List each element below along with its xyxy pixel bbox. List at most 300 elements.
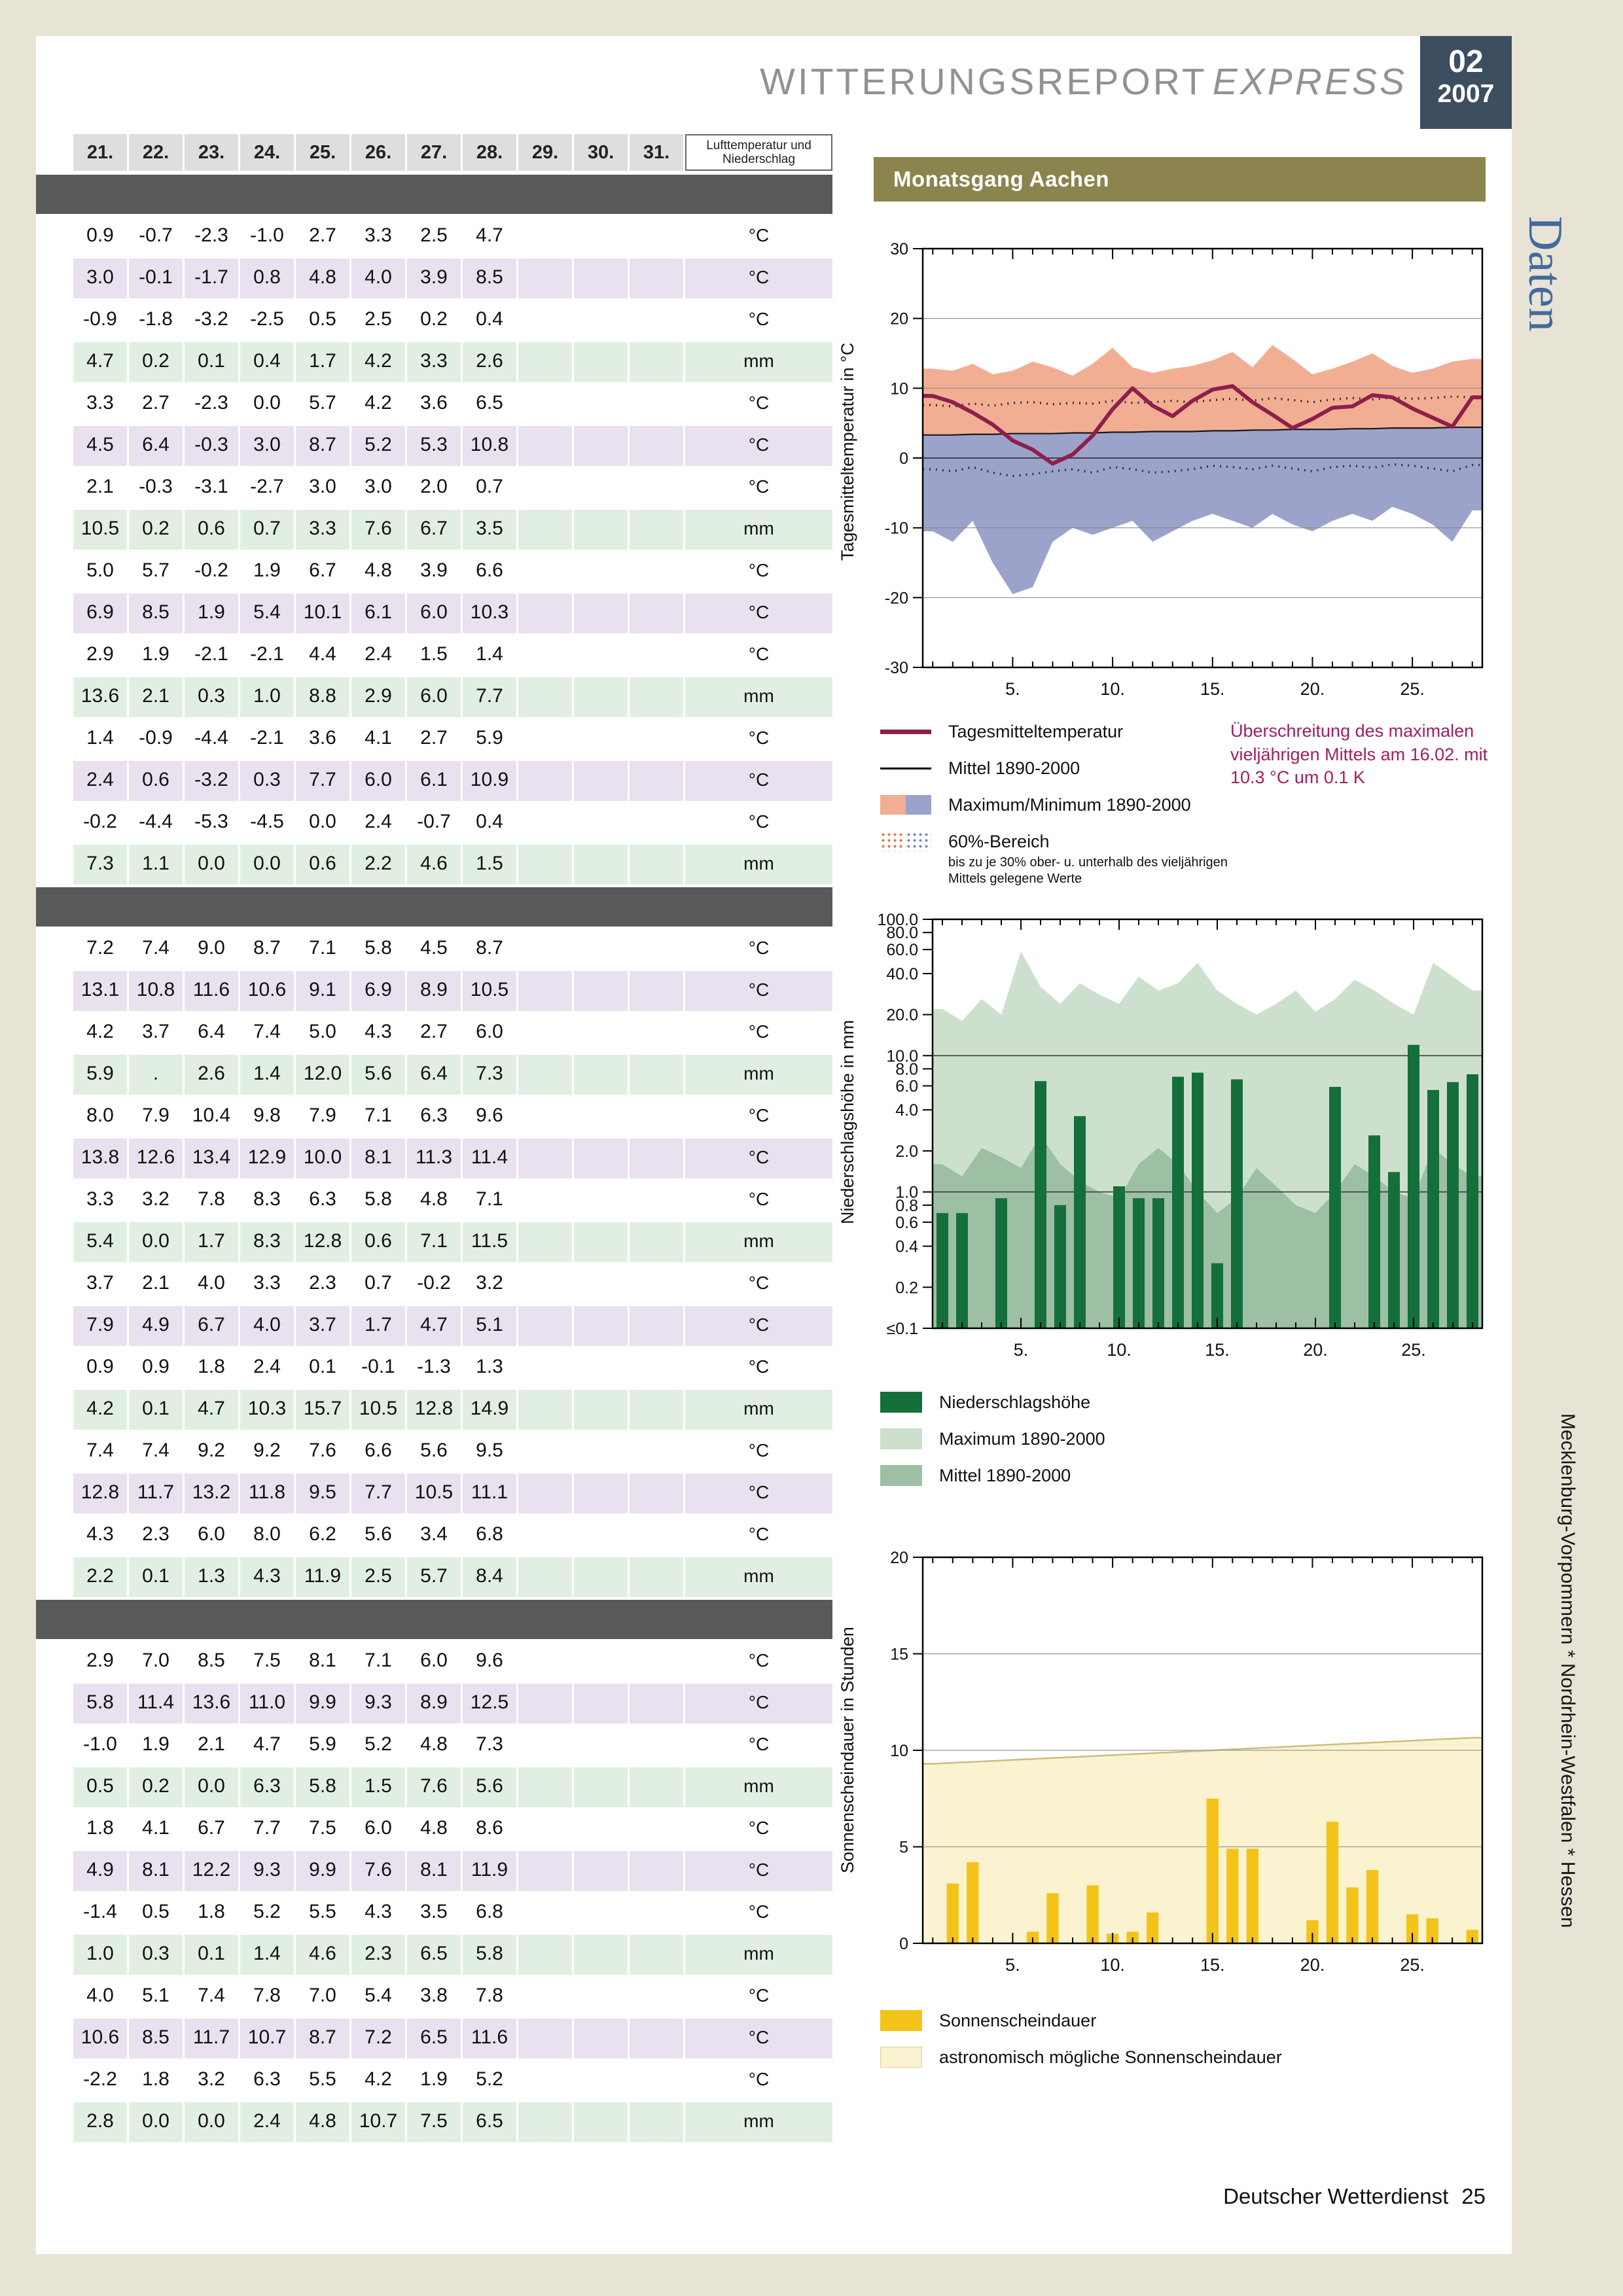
table-cell: 13.8: [73, 1139, 129, 1178]
table-cell: -2.1: [185, 635, 240, 675]
table-cell: 4.2: [73, 1390, 129, 1430]
table-cell: 2.4: [351, 635, 407, 675]
day-column-header: 22.: [129, 134, 185, 171]
table-cell: 2.9: [73, 635, 129, 675]
table-cell: 4.8: [351, 552, 407, 592]
table-row: [36, 2060, 832, 2100]
svg-text:0.8: 0.8: [895, 1196, 918, 1215]
table-cell: 2.9: [73, 1642, 129, 1682]
table-cell: 0.2: [407, 300, 463, 340]
table-cell: [630, 719, 685, 759]
table-cell: [518, 1264, 574, 1304]
table-cell: 11.8: [240, 1474, 296, 1513]
table-cell: [630, 1809, 685, 1849]
svg-text:20: 20: [890, 1549, 908, 1567]
table-row: [36, 552, 832, 592]
table-cell: 1.8: [73, 1809, 129, 1849]
table-cell: 10.5: [463, 971, 518, 1011]
unit-cell: °C: [685, 384, 832, 424]
table-cell: 2.8: [73, 2102, 129, 2142]
table-cell: 8.7: [296, 2019, 351, 2058]
table-cell: 0.4: [240, 342, 296, 382]
table-cell: 7.8: [240, 1977, 296, 2017]
table-cell: 2.2: [73, 1557, 129, 1597]
table-cell: 9.2: [240, 1432, 296, 1472]
table-row: [36, 1977, 832, 2017]
table-cell: -0.2: [73, 803, 129, 843]
svg-text:15.: 15.: [1200, 1955, 1225, 1975]
table-cell: 8.9: [407, 971, 463, 1011]
table-cell: 3.3: [407, 342, 463, 382]
table-cell: 4.8: [407, 1180, 463, 1220]
legend-item: [880, 750, 1227, 786]
precip-mean-swatch: [880, 1465, 922, 1486]
table-cell: 7.5: [407, 2102, 463, 2142]
table-cell: 7.5: [296, 1809, 351, 1849]
table-cell: 2.4: [240, 2102, 296, 2142]
table-cell: 8.9: [407, 1684, 463, 1723]
table-cell: 7.8: [185, 1180, 240, 1220]
table-cell: 8.7: [463, 929, 518, 969]
svg-text:5: 5: [899, 1838, 908, 1857]
table-cell: 7.1: [351, 1642, 407, 1682]
table-cell: 3.3: [240, 1264, 296, 1304]
svg-text:10.: 10.: [1107, 1340, 1132, 1360]
unit-cell: °C: [685, 1097, 832, 1137]
table-row: [36, 1013, 832, 1053]
table-cell: 4.8: [296, 2102, 351, 2142]
table-cell: 5.6: [351, 1055, 407, 1095]
table-cell: 7.6: [296, 1432, 351, 1472]
precipitation-legend: [880, 1384, 1299, 1494]
table-cell: 9.2: [185, 1432, 240, 1472]
table-cell: 5.7: [129, 552, 185, 592]
unit-cell: °C: [685, 2019, 832, 2058]
precip-bar-swatch: [880, 1392, 922, 1413]
table-cell: -3.2: [185, 300, 240, 340]
table-cell: [518, 1348, 574, 1388]
table-cell: 2.4: [240, 1348, 296, 1388]
table-cell: [518, 258, 574, 298]
temperature-chart: [870, 232, 1492, 703]
table-cell: 3.0: [73, 258, 129, 298]
unit-cell: °C: [685, 468, 832, 508]
table-cell: 1.8: [129, 2060, 185, 2100]
table-cell: 4.2: [351, 2060, 407, 2100]
table-cell: 5.8: [351, 929, 407, 969]
table-cell: [574, 2102, 630, 2142]
table-cell: 8.8: [296, 677, 351, 717]
table-cell: 0.1: [185, 342, 240, 382]
table-cell: 0.0: [185, 2102, 240, 2142]
publisher-name: Deutscher Wetterdienst: [1223, 2184, 1449, 2208]
table-cell: 0.7: [463, 468, 518, 508]
table-cell: 9.1: [296, 971, 351, 1011]
table-cell: 7.6: [407, 1767, 463, 1807]
title-express: EXPRESS: [1212, 61, 1407, 103]
table-row: [36, 342, 832, 382]
table-cell: 7.1: [351, 1097, 407, 1137]
table-cell: 11.4: [463, 1139, 518, 1178]
table-cell: [630, 1013, 685, 1053]
table-cell: 0.2: [129, 1767, 185, 1807]
table-cell: [574, 971, 630, 1011]
table-cell: 1.7: [351, 1306, 407, 1346]
temperature-legend: [880, 713, 1227, 887]
unit-cell: °C: [685, 1013, 832, 1053]
table-cell: [630, 552, 685, 592]
table-cell: [36, 1390, 73, 1430]
table-cell: 5.7: [296, 384, 351, 424]
table-cell: 1.9: [129, 1725, 185, 1765]
table-cell: -0.2: [407, 1264, 463, 1304]
unit-cell: °C: [685, 1851, 832, 1891]
table-cell: -2.5: [240, 300, 296, 340]
legend-label: Maximum/Minimum 1890-2000: [948, 794, 1191, 815]
station-section-bar: [36, 1600, 832, 1639]
table-cell: 2.4: [73, 761, 129, 801]
table-cell: [630, 929, 685, 969]
table-cell: [574, 1977, 630, 2017]
table-cell: 0.1: [129, 1557, 185, 1597]
table-cell: 10.3: [240, 1390, 296, 1430]
table-cell: 6.7: [185, 1809, 240, 1849]
table-cell: 9.9: [296, 1851, 351, 1891]
table-cell: 0.0: [185, 845, 240, 885]
table-row: [36, 1390, 832, 1430]
table-cell: 7.0: [296, 1977, 351, 2017]
table-cell: 3.7: [73, 1264, 129, 1304]
table-cell: -0.7: [129, 217, 185, 256]
table-cell: 6.3: [240, 2060, 296, 2100]
table-cell: 8.1: [296, 1642, 351, 1682]
table-cell: 9.5: [463, 1432, 518, 1472]
table-cell: 5.4: [73, 1222, 129, 1262]
table-cell: [518, 929, 574, 969]
table-cell: [36, 1432, 73, 1472]
table-cell: [574, 468, 630, 508]
table-cell: 1.9: [407, 2060, 463, 2100]
table-row: [36, 1515, 832, 1555]
svg-text:20.: 20.: [1303, 1340, 1328, 1360]
table-cell: 11.6: [185, 971, 240, 1011]
table-cell: -3.1: [185, 468, 240, 508]
table-cell: [518, 1935, 574, 1975]
legend-item: [880, 786, 1227, 823]
table-cell: 4.7: [407, 1306, 463, 1346]
svg-text:15.: 15.: [1205, 1340, 1230, 1360]
unit-cell: mm: [685, 1222, 832, 1262]
table-row: [36, 845, 832, 885]
table-row: [36, 677, 832, 717]
table-cell: 12.0: [296, 1055, 351, 1095]
table-cell: 12.2: [185, 1851, 240, 1891]
table-cell: 3.0: [240, 426, 296, 466]
astro-sunshine-swatch: [880, 2047, 922, 2068]
day-column-header: 23.: [185, 134, 240, 171]
unit-cell: °C: [685, 761, 832, 801]
table-cell: 5.4: [240, 593, 296, 633]
table-cell: [518, 1809, 574, 1849]
table-cell: 1.3: [463, 1348, 518, 1388]
table-cell: 7.3: [463, 1055, 518, 1095]
table-cell: [518, 510, 574, 550]
table-cell: 3.3: [351, 217, 407, 256]
table-cell: 7.2: [351, 2019, 407, 2058]
table-cell: 4.8: [407, 1809, 463, 1849]
table-cell: [630, 677, 685, 717]
table-cell: 8.4: [463, 1557, 518, 1597]
table-cell: [630, 342, 685, 382]
table-cell: 6.7: [407, 510, 463, 550]
table-cell: [36, 1725, 73, 1765]
table-cell: 8.3: [240, 1180, 296, 1220]
table-cell: -2.3: [185, 217, 240, 256]
side-tab-daten: Daten: [1518, 216, 1572, 332]
table-cell: [574, 1055, 630, 1095]
table-cell: 5.5: [296, 1893, 351, 1933]
table-cell: [630, 971, 685, 1011]
unit-cell: °C: [685, 635, 832, 675]
table-cell: 5.9: [463, 719, 518, 759]
table-cell: 5.8: [351, 1180, 407, 1220]
unit-cell: mm: [685, 342, 832, 382]
table-cell: 7.6: [351, 510, 407, 550]
table-cell: 7.6: [351, 1851, 407, 1891]
table-cell: [518, 845, 574, 885]
unit-cell: °C: [685, 1809, 832, 1849]
table-cell: 3.6: [407, 384, 463, 424]
table-cell: [574, 510, 630, 550]
day-column-header: 26.: [351, 134, 407, 171]
precipitation-chart: [870, 906, 1492, 1364]
table-cell: 4.3: [240, 1557, 296, 1597]
table-cell: 2.3: [351, 1935, 407, 1975]
sunshine-bar-swatch: [880, 2010, 922, 2031]
table-cell: 1.9: [240, 552, 296, 592]
table-cell: [36, 1557, 73, 1597]
table-cell: 0.0: [240, 845, 296, 885]
table-cell: 0.7: [351, 1264, 407, 1304]
day-column-header: 25.: [296, 134, 351, 171]
unit-cell: °C: [685, 1264, 832, 1304]
svg-text:5.: 5.: [1013, 1340, 1029, 1360]
table-cell: -0.1: [351, 1348, 407, 1388]
table-cell: 6.4: [129, 426, 185, 466]
table-cell: 6.0: [407, 1642, 463, 1682]
table-cell: -1.7: [185, 258, 240, 298]
table-cell: 7.1: [296, 929, 351, 969]
table-cell: [36, 1851, 73, 1891]
table-cell: 4.6: [407, 845, 463, 885]
table-cell: 0.2: [129, 342, 185, 382]
table-cell: [518, 1725, 574, 1765]
unit-cell: °C: [685, 1977, 832, 2017]
table-cell: 13.2: [185, 1474, 240, 1513]
table-cell: 9.6: [463, 1642, 518, 1682]
svg-text:0: 0: [899, 450, 908, 468]
svg-text:80.0: 80.0: [886, 924, 918, 943]
svg-text:25.: 25.: [1401, 1340, 1426, 1360]
report-title: [589, 60, 1407, 103]
table-cell: [630, 1222, 685, 1262]
table-cell: [518, 1851, 574, 1891]
table-cell: [630, 300, 685, 340]
maxmin-band-swatch: [880, 795, 931, 815]
day-column-header: 27.: [407, 134, 463, 171]
table-cell: 7.8: [463, 1977, 518, 2017]
table-cell: [574, 342, 630, 382]
table-cell: [574, 1557, 630, 1597]
table-cell: [630, 2019, 685, 2058]
table-cell: [630, 1767, 685, 1807]
table-row: [36, 1097, 832, 1137]
unit-cell: °C: [685, 426, 832, 466]
table-cell: 1.1: [129, 845, 185, 885]
unit-cell: mm: [685, 1935, 832, 1975]
day-column-header: 30.: [574, 134, 630, 171]
table-cell: 5.1: [463, 1306, 518, 1346]
svg-text:8.0: 8.0: [895, 1060, 918, 1079]
table-cell: [518, 719, 574, 759]
unit-cell: °C: [685, 719, 832, 759]
table-cell: [518, 1432, 574, 1472]
svg-text:10: 10: [890, 380, 908, 398]
table-cell: 13.1: [73, 971, 129, 1011]
table-cell: 3.3: [296, 510, 351, 550]
table-cell: 0.5: [73, 1767, 129, 1807]
table-cell: 11.0: [240, 1684, 296, 1723]
table-cell: 1.9: [185, 593, 240, 633]
exceedance-note: Überschreitung des maximalen vieljährigen Mittels am 16.02. mit 10.3 °C um 0.1 K: [1230, 721, 1488, 788]
table-cell: [574, 426, 630, 466]
table-cell: 12.9: [240, 1139, 296, 1178]
table-cell: 6.0: [351, 761, 407, 801]
table-cell: [36, 1809, 73, 1849]
table-cell: [36, 1139, 73, 1178]
table-cell: [574, 635, 630, 675]
legend-label: 60%-Bereich: [948, 831, 1050, 851]
table-cell: 9.3: [240, 1851, 296, 1891]
table-cell: 6.7: [185, 1306, 240, 1346]
table-cell: [574, 1013, 630, 1053]
table-cell: [36, 635, 73, 675]
table-cell: [574, 1432, 630, 1472]
table-row: [36, 1642, 832, 1682]
table-cell: 10.9: [463, 761, 518, 801]
table-cell: -1.4: [73, 1893, 129, 1933]
table-cell: 0.1: [296, 1348, 351, 1388]
table-cell: 5.8: [296, 1767, 351, 1807]
table-cell: [36, 342, 73, 382]
table-cell: [630, 1935, 685, 1975]
table-cell: 0.0: [296, 803, 351, 843]
table-cell: [574, 1306, 630, 1346]
table-cell: 4.4: [296, 635, 351, 675]
table-cell: [630, 510, 685, 550]
table-cell: [36, 2060, 73, 2100]
table-cell: 4.2: [351, 342, 407, 382]
table-cell: [574, 1809, 630, 1849]
table-cell: 1.8: [185, 1348, 240, 1388]
table-cell: 5.2: [463, 2060, 518, 2100]
table-cell: [518, 1390, 574, 1430]
table-cell: [630, 426, 685, 466]
table-cell: 0.9: [73, 1348, 129, 1388]
table-cell: [518, 2019, 574, 2058]
table-cell: [574, 1474, 630, 1513]
table-cell: 0.5: [296, 300, 351, 340]
precip-max-swatch: [880, 1428, 922, 1449]
issue-month: 02: [1448, 44, 1484, 79]
table-cell: [630, 217, 685, 256]
table-cell: [574, 1097, 630, 1137]
table-cell: [518, 1474, 574, 1513]
table-cell: 3.7: [129, 1013, 185, 1053]
table-cell: 2.5: [407, 217, 463, 256]
table-cell: 7.3: [73, 845, 129, 885]
table-cell: -1.8: [129, 300, 185, 340]
table-cell: [518, 2102, 574, 2142]
table-cell: 6.3: [296, 1180, 351, 1220]
table-cell: 11.9: [296, 1557, 351, 1597]
table-cell: [630, 1180, 685, 1220]
weather-data-table: [36, 134, 832, 2144]
table-cell: [518, 1767, 574, 1807]
table-cell: 5.1: [129, 1977, 185, 2017]
table-cell: 0.6: [185, 510, 240, 550]
table-cell: 0.4: [463, 803, 518, 843]
table-cell: 0.1: [185, 1935, 240, 1975]
table-cell: -1.3: [407, 1348, 463, 1388]
table-cell: [36, 1642, 73, 1682]
table-cell: [518, 1139, 574, 1178]
table-cell: [36, 1935, 73, 1975]
table-cell: 8.7: [240, 929, 296, 969]
table-row: [36, 1809, 832, 1849]
table-cell: 8.5: [185, 1642, 240, 1682]
table-cell: 5.0: [73, 552, 129, 592]
table-cell: 2.7: [296, 217, 351, 256]
table-cell: 6.0: [185, 1515, 240, 1555]
table-cell: -0.3: [129, 468, 185, 508]
table-row: [36, 1725, 832, 1765]
table-cell: [36, 929, 73, 969]
table-cell: 0.6: [296, 845, 351, 885]
table-cell: [630, 1390, 685, 1430]
table-cell: 0.3: [185, 677, 240, 717]
table-cell: [574, 217, 630, 256]
table-cell: 0.6: [129, 761, 185, 801]
table-cell: [574, 1851, 630, 1891]
table-cell: [36, 1306, 73, 1346]
table-cell: [36, 803, 73, 843]
table-cell: [630, 1642, 685, 1682]
unit-cell: °C: [685, 1474, 832, 1513]
legend-item: [880, 2039, 1469, 2075]
table-cell: 7.7: [463, 677, 518, 717]
table-cell: [36, 1767, 73, 1807]
table-cell: 8.5: [129, 593, 185, 633]
table-cell: 0.9: [73, 217, 129, 256]
table-row: [36, 2102, 832, 2142]
issue-year: 2007: [1437, 80, 1495, 109]
day-column-header: 31.: [630, 134, 685, 171]
table-cell: [574, 1390, 630, 1430]
table-cell: 2.5: [351, 300, 407, 340]
table-cell: [36, 1348, 73, 1388]
table-cell: 5.9: [296, 1725, 351, 1765]
